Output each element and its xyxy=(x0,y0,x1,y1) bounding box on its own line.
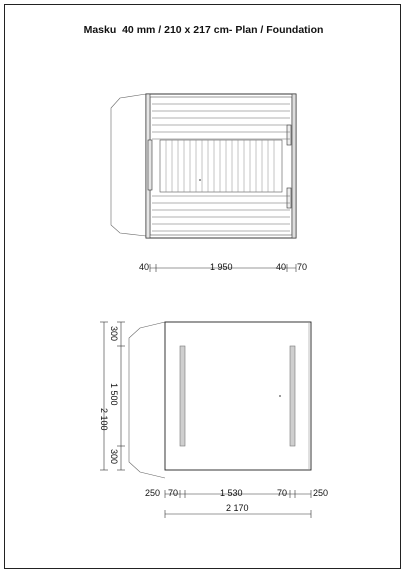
plan-right-window xyxy=(287,125,291,145)
plan-dim-overhang: 70 xyxy=(297,262,308,272)
foundation-dim-right-beam: 70 xyxy=(277,488,288,498)
foundation-beam-left xyxy=(180,346,185,446)
foundation-dim-left-offset: 250 xyxy=(145,488,161,498)
foundation-view xyxy=(129,322,311,478)
plan-right-window-2 xyxy=(287,188,291,208)
drawing-title: Masku 40 mm / 210 x 217 cm- Plan / Foundation xyxy=(83,24,324,36)
plan-view xyxy=(111,94,296,238)
foundation-dim-right-offset: 250 xyxy=(313,488,329,498)
foundation-dim-top-gap: 300 xyxy=(109,326,119,342)
plan-left-door xyxy=(148,140,152,190)
foundation-dim-total-depth: 2 100 xyxy=(99,408,109,431)
plan-dim-interior: 1 950 xyxy=(210,262,233,272)
plan-right-wall-strip xyxy=(292,94,296,238)
foundation-dim-between-beams: 1 530 xyxy=(220,488,243,498)
foundation-dim-total-width: 2 170 xyxy=(226,503,249,513)
plan-dim-left-wall: 40 xyxy=(139,262,150,272)
plan-dim-right-wall: 40 xyxy=(276,262,287,272)
foundation-roof-overhang-left xyxy=(129,322,165,478)
plan-floor-grate xyxy=(160,140,282,192)
foundation-dim-beam-length: 1 500 xyxy=(109,383,119,406)
plan-roof-overhang-left xyxy=(111,94,146,236)
plan-floor-slats xyxy=(166,140,274,192)
plan-top-bench xyxy=(152,104,290,139)
foundation-beam-right xyxy=(290,346,295,446)
plan-bottom-bench xyxy=(152,196,290,231)
foundation-outline xyxy=(165,322,311,470)
foundation-dim-left-beam: 70 xyxy=(168,488,179,498)
foundation-center-mark xyxy=(279,395,281,397)
plan-center-mark xyxy=(199,179,201,181)
plan-outer-wall xyxy=(146,94,296,238)
foundation-dim-bottom-gap: 300 xyxy=(109,449,119,465)
